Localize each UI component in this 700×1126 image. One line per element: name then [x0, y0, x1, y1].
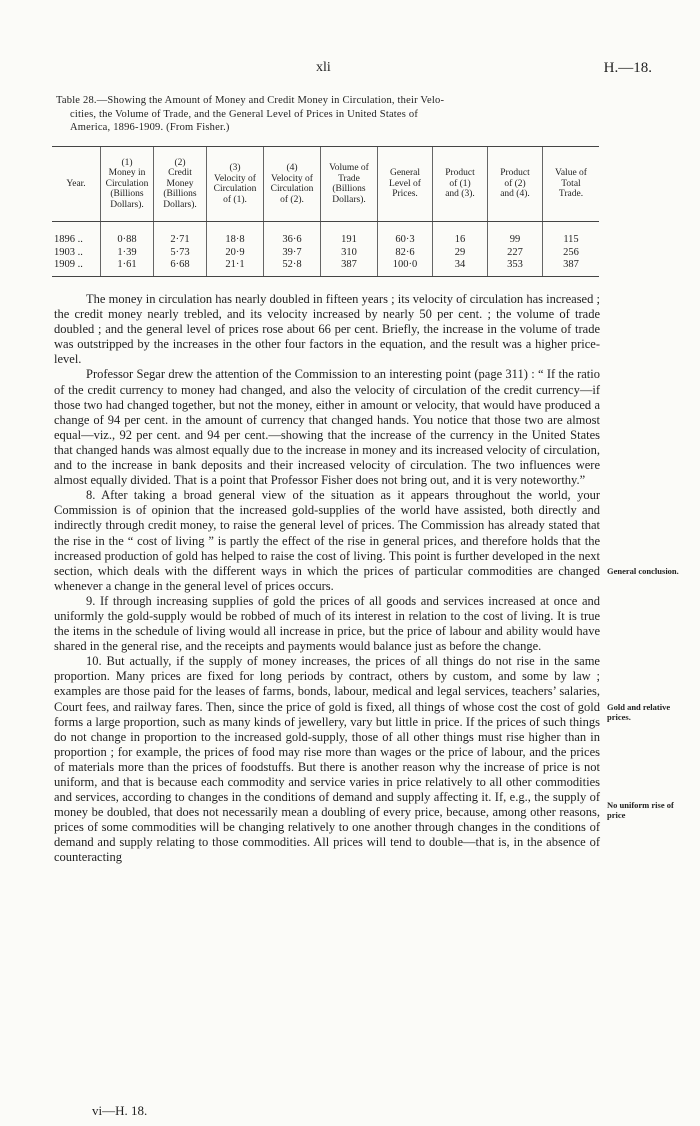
money-circulation-table	[52, 146, 599, 277]
cell: 353	[488, 259, 543, 276]
cell: 1903 ..	[54, 246, 83, 258]
cell: 29	[433, 247, 488, 260]
table-caption	[56, 94, 656, 135]
cell: 52·8	[264, 259, 321, 276]
col-year: Year.	[52, 147, 101, 222]
page-number: xli	[316, 60, 331, 75]
cell: 115	[543, 234, 600, 247]
caption-line-2: cities, the Volume of Trade, and the General Level of Prices in United States of	[70, 108, 419, 120]
table-row	[52, 247, 599, 260]
margin-note-general-conclusion: General conclusion.	[607, 566, 679, 576]
cell: 191	[321, 234, 378, 247]
paragraph: 8. After taking a broad general view of the situation as it appears throughout the world, your Commission is of opinion that the increased gold-supplies of the world have assisted, both directly and indirectly through credit money, to raise the general level of prices. The Commission has already stated that the rise in the “ cost of living ” is partly the effect of the rise in general prices, and therefore holds that the increased production of gold has helped to raise the cost of living. This point is further developed in the next section, which deals with the different ways in which the prices of particular commodities are changed whenever a change in the general level of prices occurs.	[54, 488, 600, 593]
body-text	[54, 292, 600, 866]
caption-line-3: America, 1896-1909. (From Fisher.)	[70, 122, 230, 133]
cell: 387	[321, 259, 378, 276]
col-volume-trade: Volume of Trade (Billions Dollars).	[321, 147, 378, 222]
cell: 5·73	[154, 247, 207, 260]
cell: 310	[321, 247, 378, 260]
cell: 99	[488, 234, 543, 247]
paragraph: 9. If through increasing supplies of gold the prices of all goods and services increased at once and uniformly the gold-supply would be robbed of much of its interest in relation to the cost of living. It is true the items in the schedule of living would all increase in price, but the price of labour and ability would have shared in the general rise, and the receipts and payments would balance just as before the change.	[54, 593, 600, 654]
cell: 36·6	[264, 234, 321, 247]
cell: 1·61	[101, 259, 154, 276]
document-reference: H.—18.	[603, 60, 652, 76]
table-row	[52, 259, 599, 276]
paragraph: 10. But actually, if the supply of money increases, the prices of all things do not rise in the same proportion. Many prices are fixed for long periods by contract, others by custom, and some by law ; examples are those paid for the leases of farms, bonds, labour, medical and legal services, teachers’ salaries, Court fees, and railway fares. Then, since the price of gold is fixed, all things of whose cost the cost of gold forms a large proportion, such as many kinds of jewellery, vary but little in price. If the prices of such things do not change in proportion to the increased gold-supply, those of all other things must rise higher than in proportion ; for example, the prices of food may rise more than wages or the price of labour, and the prices of materials more than the prices of foodstuffs. But there is another reason why the increase of price is not uniform, and that is because each commodity and service varies in price relatively to all other commodities and services, according to changes in the conditions of demand and supply affecting it. If, e.g., the supply of money be doubled, that does not necessarily mean a doubling of every price, because, among other reasons, prices of some commodities will be changing relatively to one another through changes in the conditions of demand and supply relating to those commodities. All prices will tend to double—that is, in the absence of counteracting	[54, 654, 600, 865]
col-velocity-credit: (4) Velocity of Circulation of (2).	[264, 147, 321, 222]
cell: 16	[433, 234, 488, 247]
table-spacer	[52, 222, 599, 235]
col-product-1-3: Product of (1) and (3).	[433, 147, 488, 222]
cell: 18·8	[207, 234, 264, 247]
cell: 60·3	[378, 234, 433, 247]
cell: 82·6	[378, 247, 433, 260]
cell: 387	[543, 259, 600, 276]
cell: 1909 ..	[52, 259, 101, 276]
cell: 227	[488, 247, 543, 260]
margin-note-no-uniform-rise: No uniform rise of price	[607, 800, 674, 820]
cell: 21·1	[207, 259, 264, 276]
cell: 256	[543, 247, 600, 260]
cell: 1896 ..	[54, 234, 83, 245]
table-row	[52, 234, 599, 247]
caption-line-1: Table 28.—Showing the Amount of Money and Credit Money in Circulation, their Velo-	[56, 95, 445, 106]
col-money: (1) Money in Circulation (Billions Dollars).	[101, 147, 154, 222]
cell: 20·9	[207, 247, 264, 260]
cell: 1·39	[101, 247, 154, 260]
col-velocity-money: (3) Velocity of Circulation of (1).	[207, 147, 264, 222]
cell: 6·68	[154, 259, 207, 276]
page-footer: vi—H. 18.	[92, 1103, 148, 1118]
col-credit-money: (2) Credit Money (Billions Dollars).	[154, 147, 207, 222]
cell: 100·0	[378, 259, 433, 276]
paragraph: Professor Segar drew the attention of the Commission to an interesting point (page 311) : “ If the ratio of the credit currency to money had changed, and also the velocity of circulation of the credit currency—if those two had changed together, but not the money, either in amount or velocity, that would have produced a change of 94 per cent. in the amount of currency that changed hands. You notice that those two are almost equal—viz., 92 per cent. and 94 per cent.—showing that the increase of the currency in the United States that changed hands was almost equally due to the increase in money and its increased velocity of circulation, and to the increase in bank deposits and their increased velocity of circulation. The two influences were almost equally divided. That is a point that Professor Fisher does not bring out, and it is very noteworthy.”	[54, 367, 600, 488]
cell: 39·7	[264, 247, 321, 260]
cell: 2·71	[154, 234, 207, 247]
cell: 0·88	[101, 234, 154, 247]
col-product-2-4: Product of (2) and (4).	[488, 147, 543, 222]
margin-note-gold-relative-prices: Gold and relative prices.	[607, 702, 671, 722]
col-total-trade: Value of Total Trade.	[543, 147, 600, 222]
paragraph: The money in circulation has nearly doubled in fifteen years ; its velocity of circulation has increased ; the credit money nearly trebled, and its velocity increased by nearly 50 per cent. ; the volume of trade doubled ; and the general level of prices rose about 66 per cent. Briefly, the increase in the volume of trade was outstripped by the increases in the other four factors in the equation, and the result was a higher price-level.	[54, 292, 600, 367]
col-price-level: General Level of Prices.	[378, 147, 433, 222]
table-header-row	[52, 147, 599, 222]
cell: 34	[433, 259, 488, 276]
page-header	[0, 60, 700, 80]
